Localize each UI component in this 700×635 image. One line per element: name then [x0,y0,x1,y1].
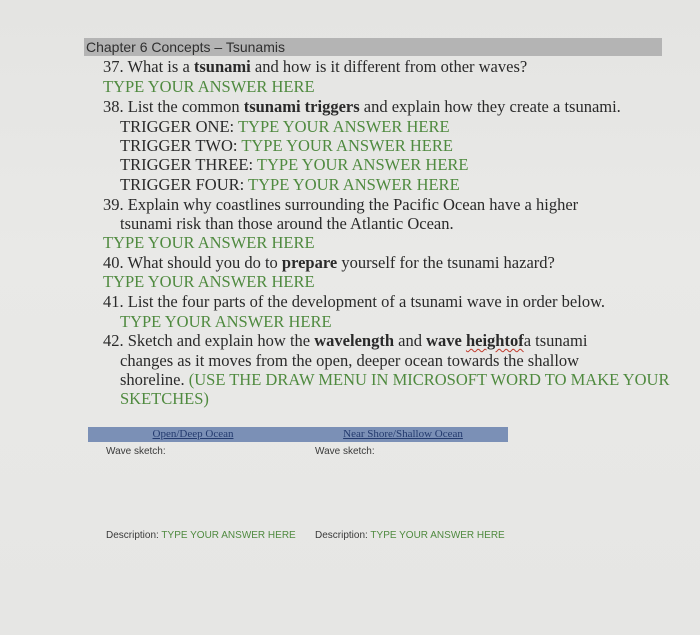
question-40 [103,253,555,272]
draw-instruction-cont: SKETCHES) [120,389,209,408]
trigger-label: TRIGGER TWO: [120,136,238,155]
trigger-answer[interactable]: TYPE YOUR ANSWER HERE [241,136,453,155]
question-text: a tsunami [523,331,588,350]
description-label: Description: [315,530,368,541]
description-answer[interactable]: TYPE YOUR ANSWER HERE [370,530,505,541]
question-text: What is a [127,57,190,76]
question-37 [103,57,527,76]
question-text: and how is it different from other waves? [254,57,528,76]
trigger-three [120,155,469,174]
question-keyword: tsunami [193,57,251,76]
question-42-line-3 [120,370,669,389]
question-39 [103,195,578,214]
question-number: 41. [103,292,124,311]
question-number: 38. [103,97,124,116]
question-38 [103,97,621,116]
question-number: 37. [103,57,124,76]
trigger-label: TRIGGER THREE: [120,155,254,174]
question-39-line-2: tsunami risk than those around the Atlantic Ocean. [120,214,454,233]
question-keyword: wave [426,331,462,350]
wave-sketch-label-deep: Wave sketch: [106,446,166,457]
col-open-deep-ocean: Open/Deep Ocean [152,428,234,440]
description-label: Description: [106,530,159,541]
description-answer[interactable]: TYPE YOUR ANSWER HERE [161,530,296,541]
trigger-two [120,136,453,155]
trigger-answer[interactable]: TYPE YOUR ANSWER HERE [237,117,450,136]
trigger-answer[interactable]: TYPE YOUR ANSWER HERE [256,155,469,174]
question-text: Sketch and explain how the [127,331,311,350]
trigger-four [120,175,460,194]
question-text: shoreline. [120,370,185,389]
answer-39[interactable]: TYPE YOUR ANSWER HERE [103,233,315,252]
draw-instruction: (USE THE DRAW MENU IN MICROSOFT WORD TO MAKE YOUR [188,370,670,389]
question-keyword: tsunami triggers [243,97,360,116]
trigger-answer[interactable]: TYPE YOUR ANSWER HERE [248,175,460,194]
trigger-label: TRIGGER ONE: [120,117,235,136]
col-near-shore: Near Shore/Shallow Ocean [343,428,463,440]
question-number: 40. [103,253,124,272]
question-42-line-2: changes as it moves from the open, deeper ocean towards the shallow [120,351,580,370]
wave-sketch-label-shallow: Wave sketch: [315,446,375,457]
sketch-table-header [88,427,508,442]
question-text: and explain how they create a tsunami. [363,97,621,116]
question-number: 39. [103,195,124,214]
description-deep [106,530,296,541]
question-text: What should you do to [127,253,278,272]
answer-40[interactable]: TYPE YOUR ANSWER HERE [103,272,315,291]
chapter-title: Chapter 6 Concepts – Tsunamis [84,38,662,56]
question-41 [103,292,605,311]
question-text: and [398,331,422,350]
answer-41[interactable]: TYPE YOUR ANSWER HERE [120,312,332,331]
question-keyword: wavelength [314,331,394,350]
trigger-label: TRIGGER FOUR: [120,175,245,194]
question-text: yourself for the tsunami hazard? [341,253,555,272]
misspelled-word: heightof [465,331,524,350]
answer-37[interactable]: TYPE YOUR ANSWER HERE [103,77,315,96]
question-text: List the four parts of the development of a tsunami wave in order below. [127,292,606,311]
question-42 [103,331,587,350]
question-text: Explain why coastlines surrounding the Pacific Ocean have a higher [127,195,579,214]
trigger-one [120,117,450,136]
question-keyword: prepare [281,253,338,272]
question-text: List the common [127,97,240,116]
question-number: 42. [103,331,124,350]
description-shallow [315,530,505,541]
